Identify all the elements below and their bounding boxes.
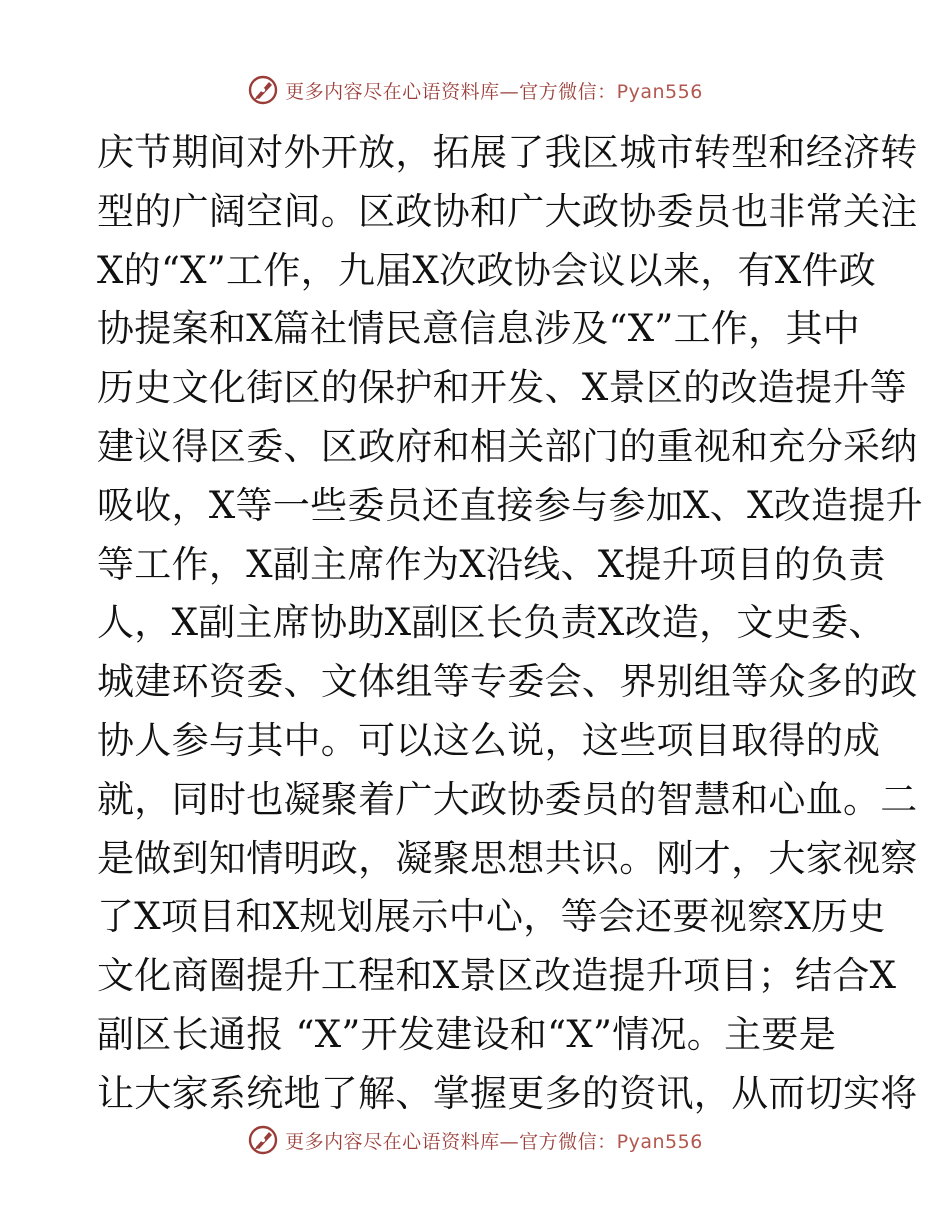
text-line: 等工作，X副主席作为X沿线、X提升项目的负责 [97,542,886,586]
text-line: 协提案和X篇社情民意信息涉及“X”工作，其中 [97,307,861,351]
text-line: 文化商圈提升工程和X景区改造提升项目；结合X [97,954,897,998]
text-line: 吸收，X等一些委员还直接参与参加X、X改造提升 [97,483,923,527]
text-line: 是做到知情明政，凝聚思想共识。刚才，大家视察 [97,836,918,880]
watermark-text: 更多内容尽在心语资料库—官方微信： [285,80,617,103]
text-line: 庆节期间对外开放，拓展了我区城市转型和经济转 [97,131,918,174]
text-line: 让大家系统地了解、掌握更多的资讯，从而切实将 [97,1071,918,1115]
watermark-wechat-id: Pyan556 [616,1130,703,1153]
quill-pen-logo-icon [247,74,279,106]
text-line: 就，同时也凝聚着广大政协委员的智慧和心血。二 [97,777,918,821]
quill-pen-logo-icon [247,1124,279,1156]
text-line: 副区长通报 “X”开发建设和“X”情况。主要是 [97,1012,837,1056]
document-body [97,124,923,1124]
watermark-text: 更多内容尽在心语资料库—官方微信： [285,1130,617,1153]
watermark-wechat-id: Pyan556 [616,80,703,103]
text-line: 历史文化街区的保护和开发、X景区的改造提升等 [97,366,907,410]
header-watermark [0,70,950,110]
text-line: X的“X”工作，九届X次政协会议以来，有X件政 [97,248,877,292]
footer-watermark [0,1120,950,1160]
text-line: 了X项目和X规划展示中心，等会还要视察X历史 [97,895,886,939]
text-line: 协人参与其中。可以这么说，这些项目取得的成 [97,718,881,762]
text-line: 建议得区委、区政府和相关部门的重视和充分采纳 [97,424,918,468]
text-line: 型的广阔空间。区政协和广大政协委员也非常关注 [97,189,918,233]
text-line: 城建环资委、文体组等专委会、界别组等众多的政 [97,660,918,704]
text-line: 人，X副主席协助X副区长负责X改造，文史委、 [97,601,886,645]
